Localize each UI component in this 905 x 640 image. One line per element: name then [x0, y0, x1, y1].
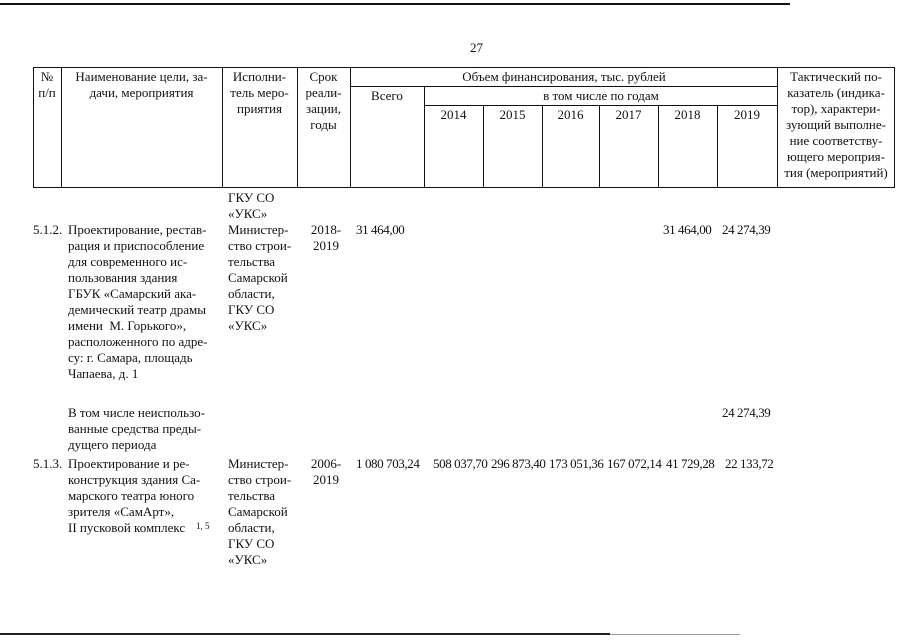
row-year-2018: 41 729,28: [666, 456, 715, 471]
row-year-2014: 508 037,70: [433, 456, 488, 471]
header-term: Срок реали- зации, годы: [305, 69, 342, 132]
header-total: Всего: [371, 88, 403, 103]
header-year-2017: 2017: [615, 107, 642, 122]
top-rule: [0, 3, 790, 5]
row-term: 2018- 2019: [310, 222, 342, 253]
row-year-2019: 24 274,39: [722, 222, 771, 237]
row-year-2019: 22 133,72: [725, 456, 774, 471]
header-funding: Объем финансирования, тыс. рублей: [462, 69, 666, 84]
header-year-2014: 2014: [440, 107, 467, 122]
bottom-rule-faint: [610, 634, 740, 635]
header-by-years: в том числе по годам: [543, 88, 659, 103]
row-name: Проектирование и ре- конструкция здания Са- марского театра юного зрителя «СамАрт», II пусковой комплекс: [68, 456, 201, 535]
bottom-rule: [0, 633, 610, 635]
row-year-2015: 296 873,40: [491, 456, 546, 471]
header-year-2018: 2018: [674, 107, 701, 122]
row-total: 31 464,00: [356, 222, 405, 237]
row-executor: Министер- ство строи- тельства Самарской области, ГКУ СО «УКС»: [228, 222, 292, 333]
row-year-2018: 31 464,00: [663, 222, 712, 237]
row-number: 5.1.2.: [33, 222, 63, 237]
row-year-2017: 167 072,14: [607, 456, 662, 471]
row-number: 5.1.3.: [33, 456, 63, 471]
header-year-2016: 2016: [557, 107, 584, 122]
row-term: 2006- 2019: [310, 456, 342, 487]
row-year-2019: 24 274,39: [722, 405, 771, 420]
header-year-2015: 2015: [499, 107, 526, 122]
row-name-footnote: 1, 5: [196, 521, 210, 531]
page-number: 27: [470, 40, 483, 55]
header-executor: Исполни- тель меро- приятия: [230, 69, 289, 116]
row-name: Проектирование, рестав- рация и приспособление для современного ис- пользования здания ГБУК «Самарский ака- демический театр драмы имени М. Горького», расположенного по адре- су: г. Самара, площадь Чапаева, д. 1: [68, 222, 208, 381]
row-total: 1 080 703,24: [356, 456, 420, 471]
header-indicator: Тактический по- казатель (индика- тор), характери- зующий выполне- ние соответству- ющего мероприя- тия (мероприятий): [784, 69, 888, 180]
header-num: № п/п: [38, 69, 56, 100]
header-year-2019: 2019: [734, 107, 760, 122]
row-executor: Министер- ство строи- тельства Самарской области, ГКУ СО «УКС»: [228, 456, 292, 567]
carryover-executor: ГКУ СО «УКС»: [228, 190, 275, 221]
row-name: В том числе неиспользо- ванные средства преды- дущего периода: [68, 405, 205, 452]
row-year-2016: 173 051,36: [549, 456, 604, 471]
header-name: Наименование цели, за- дачи, мероприятия: [75, 69, 208, 100]
table-header: [33, 67, 895, 188]
